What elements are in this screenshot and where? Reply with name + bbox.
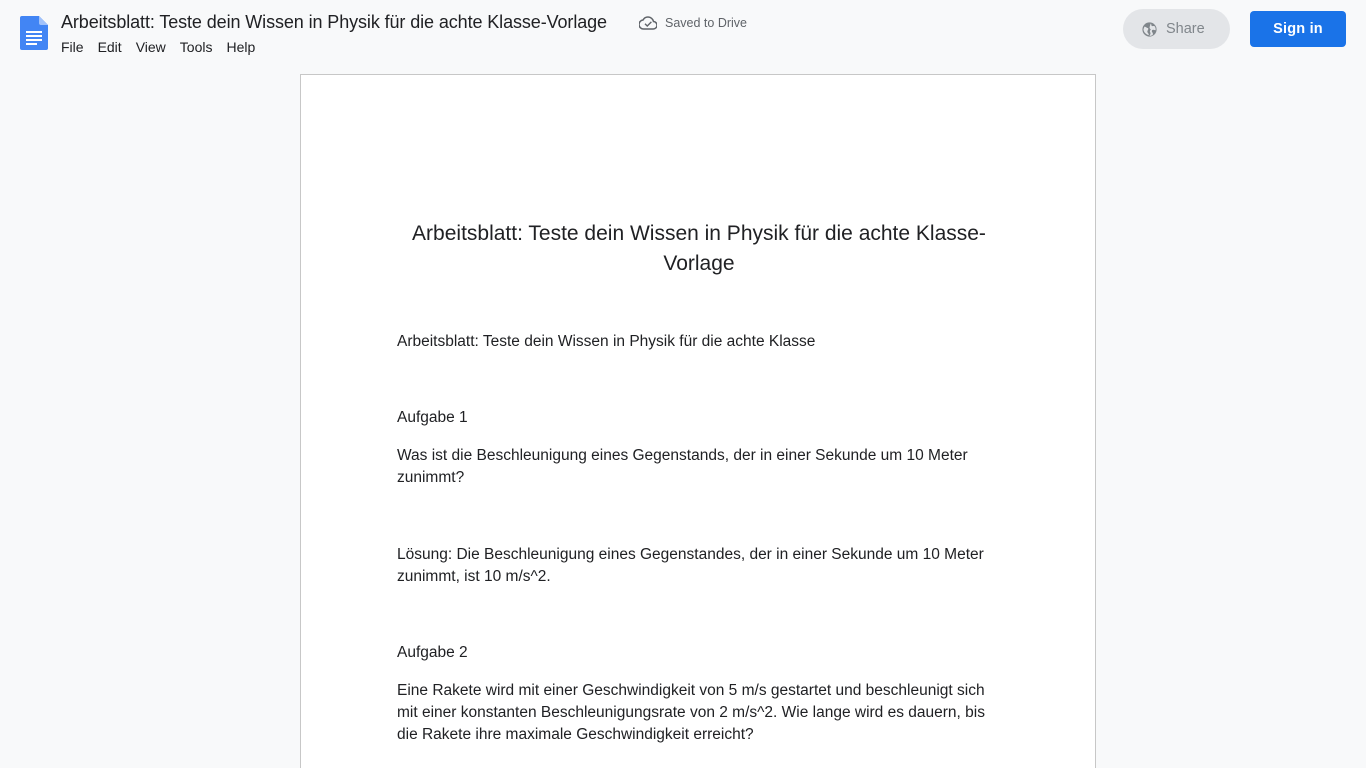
document-heading: Arbeitsblatt: Teste dein Wissen in Physik für die achte Klasse-Vorlage <box>412 222 986 275</box>
paragraph-task-2-heading: Aufgabe 2 <box>397 644 468 661</box>
menu-file[interactable]: File <box>61 39 84 55</box>
menu-help[interactable]: Help <box>226 39 256 55</box>
google-docs-icon[interactable] <box>20 16 48 50</box>
document-page[interactable] <box>300 74 1096 768</box>
document-title[interactable]: Arbeitsblatt: Teste dein Wissen in Physik für die achte Klasse-Vorlage <box>61 12 607 32</box>
saved-status[interactable] <box>639 13 747 33</box>
title-row <box>61 10 607 34</box>
share-label: Share <box>1166 21 1205 37</box>
paragraph-task-1-solution: Lösung: Die Beschleunigung eines Gegenstandes, der in einer Sekunde um 10 Meter zunimmt, ist 10 m/s^2. <box>397 546 984 585</box>
paragraph-task-1-question: Was ist die Beschleunigung eines Gegenstands, der in einer Sekunde um 10 Meter zunimmt? <box>397 447 968 486</box>
share-button[interactable] <box>1123 9 1230 49</box>
menu-bar <box>54 36 262 58</box>
paragraph-task-1-heading: Aufgabe 1 <box>397 409 468 426</box>
menu-edit[interactable]: Edit <box>97 39 122 55</box>
header <box>0 0 1366 66</box>
sign-in-button[interactable] <box>1250 11 1346 47</box>
menu-view[interactable]: View <box>135 39 166 55</box>
sign-in-label: Sign in <box>1273 21 1323 37</box>
cloud-done-icon <box>639 16 657 30</box>
document-canvas[interactable] <box>0 66 1366 768</box>
saved-status-text: Saved to Drive <box>665 16 747 30</box>
menu-tools[interactable]: Tools <box>179 39 213 55</box>
paragraph-task-2-question: Eine Rakete wird mit einer Geschwindigkeit von 5 m/s gestartet und beschleunigt sich mit einer konstanten Beschleunigungsrate von 2 m/s^2. Wie lange wird es dauern, bis die Rakete ihre maximale Geschwindigkeit erreicht? <box>397 682 985 743</box>
paragraph-subtitle: Arbeitsblatt: Teste dein Wissen in Physik für die achte Klasse <box>397 333 816 350</box>
globe-icon <box>1141 21 1158 38</box>
